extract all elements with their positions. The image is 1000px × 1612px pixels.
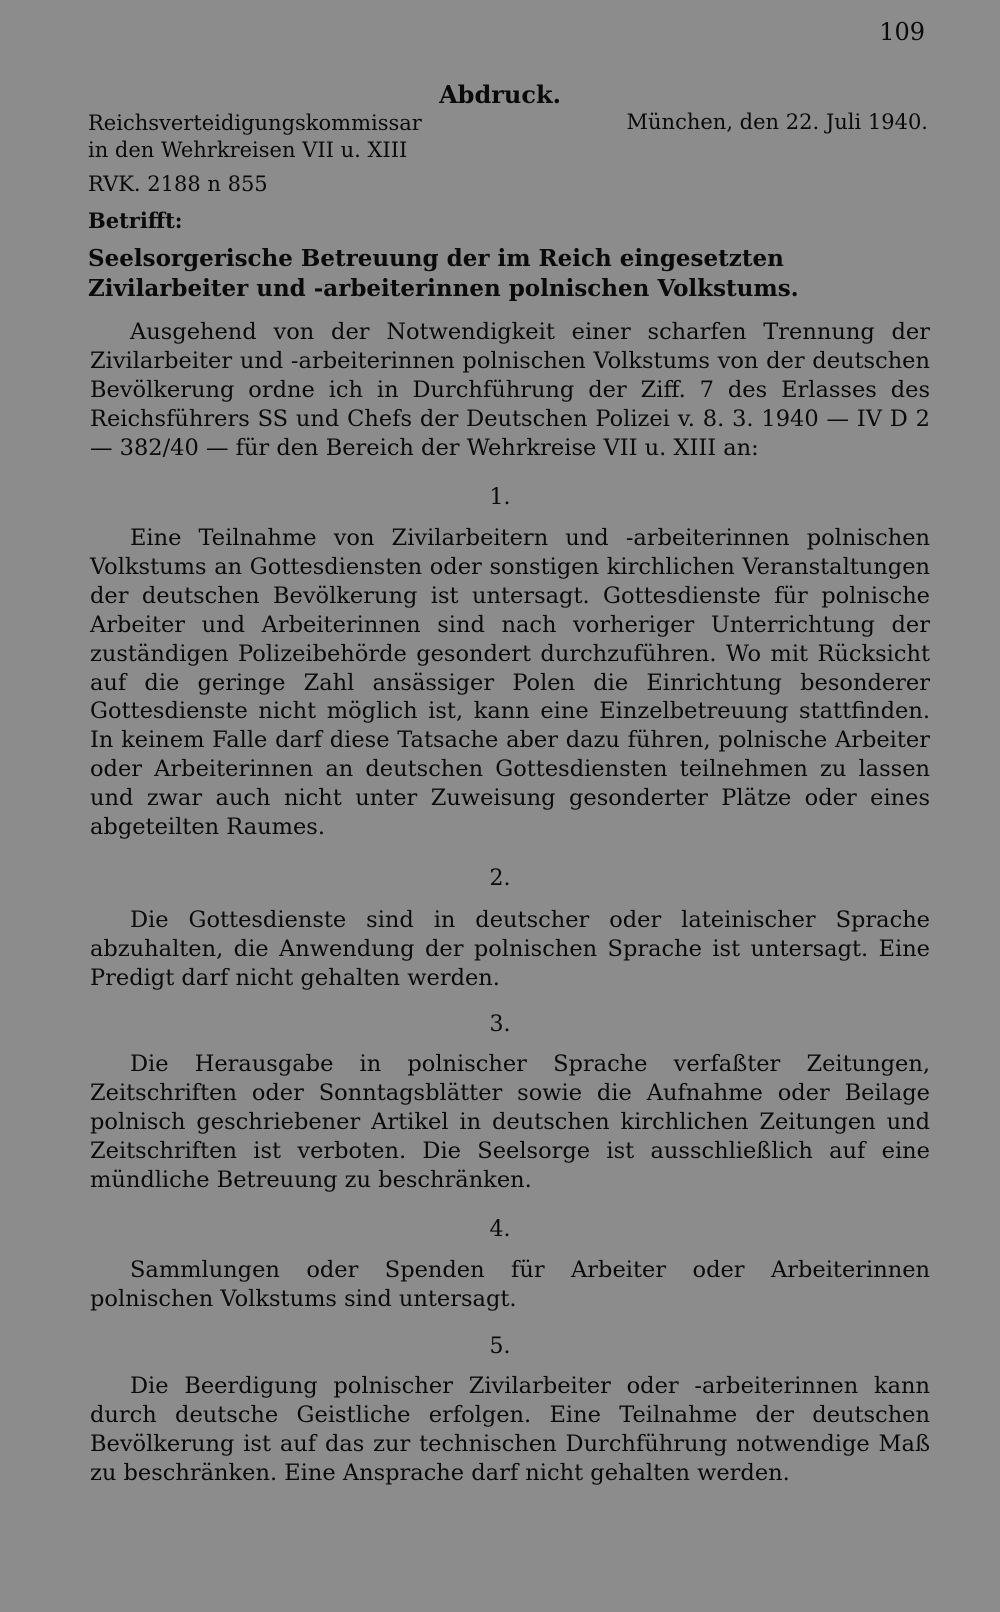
section-text-4: Sammlungen oder Spenden für Arbeiter oder Arbeiterinnen polnischen Volkstums sind untersagt.	[90, 1257, 930, 1312]
section-number-3: 3.	[489, 1012, 511, 1037]
section-number-5: 5.	[489, 1334, 511, 1359]
subject-label: Betrifft:	[88, 208, 183, 233]
sender-line-2: in den Wehrkreisen VII u. XIII	[88, 138, 408, 162]
intro-paragraph: Ausgehend von der Notwendigkeit einer scharfen Trennung der Zivilarbeiter und -arbeiterinnen polnischen Volkstums von der deutschen Bevölkerung ordne ich in Durchführung der Ziff. 7 des Erlasses des Reichsführers SS und Chefs der Deutschen Polizei v. 8. 3. 1940 — IV D 2 — 382/40 — für den Bereich der Wehrkreise VII u. XIII an:	[90, 319, 930, 461]
subject-text: Seelsorgerische Betreuung der im Reich eingesetzten Zivilarbeiter und -arbeiterinnen polnischen Volkstums.	[88, 245, 799, 302]
section-text-2: Die Gottesdienste sind in deutscher oder lateinischer Sprache abzuhalten, die Anwendung der polnischen Sprache ist untersagt. Eine Predigt darf nicht gehalten werden.	[90, 907, 930, 991]
page-number: 109	[879, 18, 925, 46]
section-text-1: Eine Teilnahme von Zivilarbeitern und -arbeiterinnen polnischen Volkstums an Gottesdiensten oder sonstigen kirchlichen Veranstaltungen der deutschen Bevölkerung ist untersagt. Gottesdienste für polnische Arbeiter und Arbeiterinnen sind nach vorheriger Unterrichtung der zuständigen Polizeibehörde gesondert durchzuführen. Wo mit Rücksicht auf die geringe Zahl ansässiger Polen die Einrichtung besonderer Gottesdienste nicht möglich ist, kann eine Einzelbetreuung stattfinden. In keinem Falle darf diese Tatsache aber dazu führen, polnische Arbeiter oder Arbeiterinnen an deutschen Gottesdiensten teilnehmen zu lassen und zwar auch nicht unter Zuweisung gesonderter Plätze oder eines abgeteilten Raumes.	[90, 525, 930, 841]
sender-block	[88, 110, 422, 164]
reference-number: RVK. 2188 n 855	[88, 172, 268, 196]
date-line: München, den 22. Juli 1940.	[626, 110, 928, 134]
section-number-1: 1.	[489, 485, 511, 510]
sender-line-1: Reichsverteidigungskommissar	[88, 111, 422, 135]
section-text-5: Die Beerdigung polnischer Zivilarbeiter oder -arbeiterinnen kann durch deutsche Geistliche erfolgen. Eine Teilnahme der deutschen Bevölkerung ist auf das zur technischen Durchführung notwendige Maß zu beschränken. Eine Ansprache darf nicht gehalten werden.	[90, 1373, 930, 1486]
section-number-4: 4.	[489, 1217, 511, 1242]
section-number-2: 2.	[489, 866, 511, 891]
section-text-3: Die Herausgabe in polnischer Sprache verfaßter Zeitungen, Zeitschriften oder Sonntagsblätter sowie die Aufnahme oder Beilage polnisch geschriebener Artikel in deutschen kirchlichen Zeitungen und Zeitschriften ist verboten. Die Seelsorge ist ausschließlich auf eine mündliche Betreuung zu beschränken.	[90, 1051, 930, 1193]
document-title: Abdruck.	[439, 80, 561, 109]
